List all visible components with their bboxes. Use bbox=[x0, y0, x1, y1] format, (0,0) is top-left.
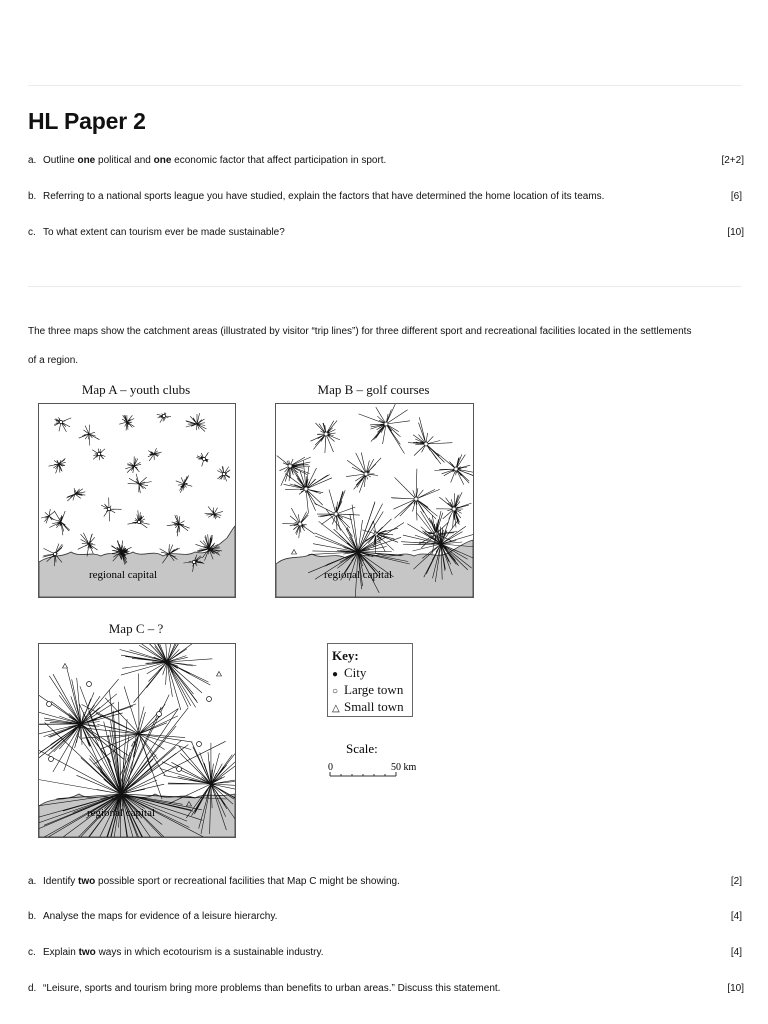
settlement-symbol bbox=[452, 507, 456, 511]
trip-lines bbox=[41, 509, 54, 523]
trip-lines bbox=[49, 458, 66, 473]
question-letter: c. bbox=[28, 947, 36, 958]
question-letter: a. bbox=[28, 155, 37, 166]
settlement-symbol bbox=[424, 442, 428, 446]
question-text: Referring to a national sports league you have studied, explain the factors that have determined the home location of its teams. bbox=[43, 191, 605, 202]
small-town-symbol bbox=[63, 664, 68, 669]
trip-lines bbox=[148, 448, 162, 461]
question-text: “Leisure, sports and tourism bring more problems than benefits to urban areas.” Discuss this statement. bbox=[43, 983, 501, 994]
trip-lines bbox=[125, 456, 141, 473]
map-b bbox=[275, 403, 474, 598]
settlement-symbol bbox=[87, 682, 92, 687]
settlement-symbol bbox=[414, 497, 418, 501]
question-letter: b. bbox=[28, 191, 37, 202]
maps-intro bbox=[28, 325, 744, 368]
key-small-town: △ Small town bbox=[332, 699, 404, 714]
settlement-symbol bbox=[202, 457, 205, 460]
question-letter: c. bbox=[28, 227, 36, 238]
settlement-symbol bbox=[364, 472, 368, 476]
map-b-title: Map B – golf courses bbox=[317, 382, 430, 397]
question-text: Outline one political and one economic factor that affect participation in sport. bbox=[43, 155, 387, 166]
trip-lines bbox=[66, 488, 85, 501]
scale-end: 50 km bbox=[391, 762, 417, 773]
map-key bbox=[327, 643, 413, 717]
settlement-symbol bbox=[49, 757, 54, 762]
city-dot-icon: ● bbox=[332, 669, 339, 680]
settlement-symbol bbox=[288, 464, 292, 468]
scale-zero: 0 bbox=[328, 762, 333, 773]
trip-lines bbox=[101, 498, 122, 522]
trip-lines bbox=[186, 413, 207, 431]
settlement-symbol bbox=[107, 507, 110, 510]
key-large-town: ○ Large town bbox=[332, 682, 404, 697]
trip-lines bbox=[128, 510, 150, 528]
map-c-title: Map C – ? bbox=[108, 621, 164, 636]
question-marks: [2] bbox=[730, 876, 742, 887]
intro-line-1: The three maps show the catchment areas (illustrated by visitor “trip lines”) for three different sport and recreational facilities located in the settlements bbox=[28, 326, 692, 337]
trip-lines bbox=[54, 417, 71, 432]
settlement-symbol bbox=[47, 702, 52, 707]
settlement-symbol bbox=[298, 522, 302, 526]
settlement-symbol bbox=[324, 432, 328, 436]
question-marks: [6] bbox=[730, 191, 742, 202]
top-divider bbox=[28, 85, 742, 86]
trip-lines bbox=[78, 533, 98, 557]
trip-lines bbox=[176, 475, 192, 493]
settlement-symbol bbox=[222, 472, 225, 475]
settlement-symbol bbox=[192, 560, 195, 563]
key-title: Key: bbox=[332, 648, 359, 663]
trip-lines bbox=[277, 456, 311, 486]
settlement-symbol bbox=[53, 552, 56, 555]
map-b-capital-label: regional capital bbox=[323, 569, 393, 581]
question-marks: [2+2] bbox=[721, 155, 744, 166]
map-a bbox=[38, 403, 236, 598]
map-a-title: Map A – youth clubs bbox=[81, 382, 191, 397]
small-town-triangle-icon: △ bbox=[332, 703, 340, 714]
question-letter: b. bbox=[28, 911, 37, 922]
large-town-circle-icon: ○ bbox=[332, 686, 339, 697]
settlement-symbol bbox=[384, 422, 388, 426]
settlement-symbol bbox=[162, 414, 165, 417]
map-b-drawing bbox=[276, 404, 473, 597]
section-divider bbox=[28, 286, 742, 287]
scale-title: Scale: bbox=[346, 741, 378, 756]
question-text: Analyse the maps for evidence of a leisure hierarchy. bbox=[43, 911, 278, 922]
settlement-symbol bbox=[137, 520, 140, 523]
question-marks: [4] bbox=[730, 947, 742, 958]
trip-lines bbox=[119, 415, 134, 430]
trip-lines bbox=[346, 453, 381, 493]
settlement-symbol bbox=[59, 420, 62, 423]
question-marks: [4] bbox=[730, 911, 742, 922]
question-marks: [10] bbox=[727, 227, 744, 238]
trip-lines bbox=[408, 417, 452, 464]
scale-bar bbox=[322, 740, 422, 790]
trip-lines bbox=[79, 425, 100, 446]
settlement-symbol bbox=[304, 487, 308, 491]
map-c-drawing bbox=[39, 644, 235, 837]
question-text: Explain two ways in which ecotourism is a sustainable industry. bbox=[43, 947, 324, 958]
settlement-symbol bbox=[197, 742, 202, 747]
trip-lines bbox=[311, 421, 340, 453]
small-town-symbol bbox=[292, 550, 297, 555]
trip-lines bbox=[72, 674, 192, 812]
map-c-capital-label: regional capital bbox=[86, 807, 156, 819]
settlement-symbol bbox=[207, 697, 212, 702]
trip-lines bbox=[205, 506, 223, 519]
settlement-symbol bbox=[177, 767, 182, 772]
map-c bbox=[38, 643, 236, 838]
question-text: Identify two possible sport or recreational facilities that Map C might be showing. bbox=[43, 876, 400, 887]
question-letter: a. bbox=[28, 876, 37, 887]
trip-lines bbox=[167, 515, 190, 536]
key-city: ● City bbox=[332, 665, 367, 680]
settlement-symbol bbox=[157, 712, 162, 717]
question-marks: [10] bbox=[727, 983, 744, 994]
question-text: To what extent can tourism ever be made sustainable? bbox=[43, 227, 285, 238]
page-title: HL Paper 2 bbox=[28, 108, 146, 134]
trip-lines bbox=[391, 469, 440, 524]
settlement-symbol bbox=[454, 467, 458, 471]
trip-lines bbox=[128, 474, 152, 493]
map-a-drawing bbox=[39, 404, 235, 597]
trip-lines bbox=[120, 644, 213, 710]
settlement-symbol bbox=[97, 452, 100, 455]
question-letter: d. bbox=[28, 983, 37, 994]
trip-lines bbox=[359, 404, 410, 454]
settlement-symbol bbox=[334, 512, 338, 516]
map-scale bbox=[322, 740, 422, 790]
map-a-capital-label: regional capital bbox=[88, 569, 158, 581]
intro-line-2: of a region. bbox=[28, 355, 79, 366]
small-town-symbol bbox=[217, 672, 222, 677]
trip-lines bbox=[49, 511, 70, 535]
